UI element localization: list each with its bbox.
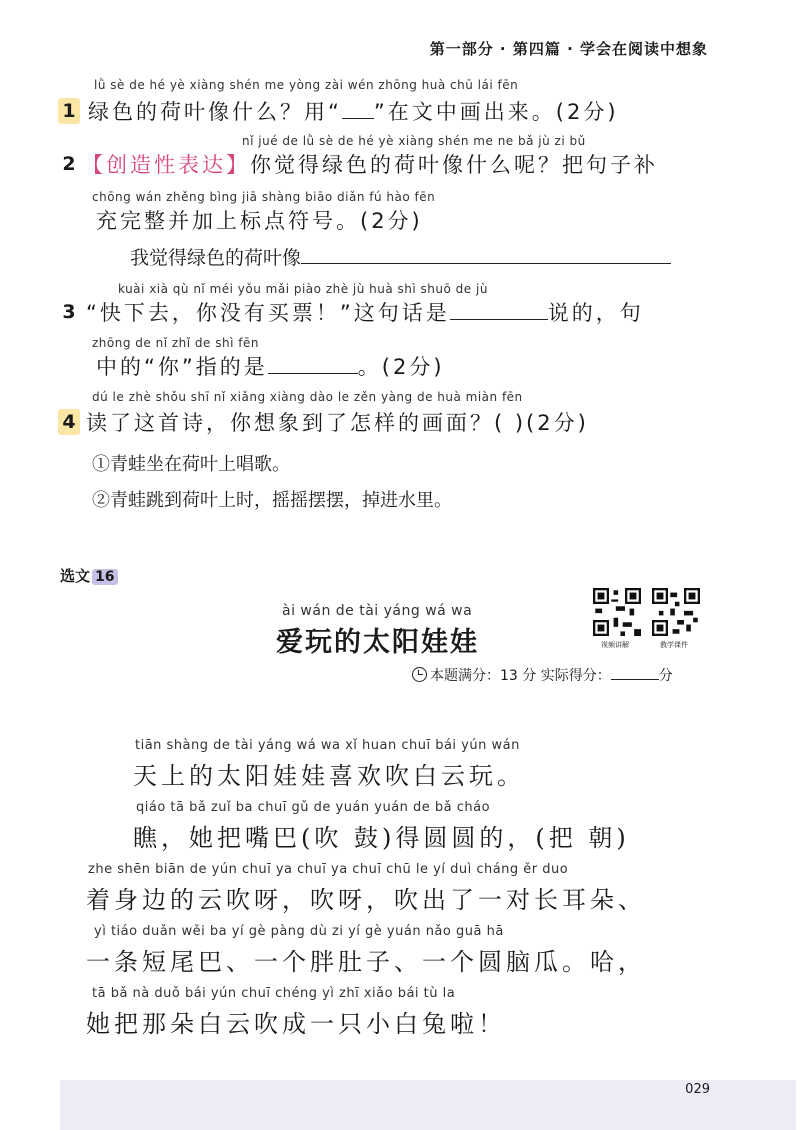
q3-text-part-c: 中的“你”指的是 — [96, 355, 268, 379]
q1-pinyin: lǜ sè de hé yè xiàng shén me yòng zài wén zhōng huà chū lái fēn — [94, 78, 519, 92]
clock-icon — [412, 667, 427, 682]
q3-number: 3 — [62, 301, 76, 323]
poem-line-4-pinyin: yì tiáo duǎn wěi ba yí gè pàng dù zi yí gè yuán nǎo guā hā — [94, 924, 504, 939]
score-unit: 分 — [658, 668, 673, 684]
q2-label: 【创造性表达】 — [82, 153, 250, 177]
poem-line-3: 着身边的云吹呀，吹呀，吹出了一对长耳朵、 — [86, 886, 646, 914]
poem-line-5-pinyin: tā bǎ nà duǒ bái yún chuī chéng yì zhī xiǎo bái tù la — [92, 986, 456, 1001]
poem-line-2-pinyin: qiáo tā bǎ zuǐ ba chuī gǔ de yuán yuán de bǎ cháo — [136, 800, 491, 815]
q4-pinyin: dú le zhè shǒu shī nǐ xiǎng xiàng dào le zěn yàng de huà miàn fēn — [92, 390, 523, 404]
q2-number: 2 — [62, 153, 76, 175]
title-pinyin: ài wán de tài yáng wá wa — [282, 603, 473, 619]
passage-title: 爱玩的太阳娃娃 — [276, 627, 479, 658]
q4-text: 读了这首诗，你想象到了怎样的画面？( )(2分) — [86, 411, 589, 435]
qr-code-video[interactable] — [593, 588, 641, 636]
poem-line-2: 瞧，她把嘴巴(吹 鼓)得圆圆的，(把 朝) — [133, 824, 630, 852]
q3-text-2 — [96, 351, 445, 381]
poem-line-1-pinyin: tiān shàng de tài yáng wá wa xǐ huan chuī bái yún wán — [135, 738, 520, 753]
q4-option-2[interactable]: ②青蛙跳到荷叶上时，摇摇摆摆，掉进水里。 — [92, 490, 452, 511]
qr-caption-video: 视频讲解 — [601, 641, 629, 649]
q3-text-part-d: 。(2分) — [357, 355, 445, 379]
poem-line-3-pinyin: zhe shēn biān de yún chuī ya chuī ya chuī chū le yí duì cháng ěr duo — [88, 862, 569, 877]
score-text: 本题满分：13 分 实际得分： — [430, 668, 611, 684]
poem-line-1: 天上的太阳娃娃喜欢吹白云玩。 — [133, 762, 525, 790]
q3-text-part-b: 说的，句 — [547, 301, 644, 325]
score-line — [412, 665, 673, 685]
q3-pinyin-2: zhōng de nǐ zhǐ de shì fēn — [92, 336, 259, 350]
poem-line-4: 一条短尾巴、一个胖肚子、一个圆脑瓜。哈， — [86, 948, 646, 976]
q1-underline-symbol — [342, 100, 374, 119]
page-number: 029 — [685, 1082, 710, 1097]
section-label-text: 选文 — [60, 567, 91, 585]
q1-text-part-b: ”在文中画出来。(2分) — [373, 100, 619, 124]
q3-text-part-a: “快下去，你没有买票！”这句话是 — [86, 301, 450, 325]
q4-number: 4 — [58, 409, 80, 435]
q2-sentence: 我觉得绿色的荷叶像 — [130, 247, 302, 269]
q2-text-1 — [82, 149, 658, 179]
qr-code-courseware[interactable] — [652, 588, 700, 636]
q1-text-part-a: 绿色的荷叶像什么？用“ — [88, 100, 342, 124]
poem-line-5: 她把那朵白云吹成一只小白兔啦！ — [86, 1010, 506, 1038]
section-number: 16 — [92, 569, 117, 585]
qr-caption-courseware: 教学课件 — [660, 641, 688, 649]
q4-option-1[interactable]: ①青蛙坐在荷叶上唱歌。 — [92, 454, 290, 475]
q3-answer-blank-1[interactable] — [450, 301, 548, 320]
q3-answer-blank-2[interactable] — [268, 355, 358, 374]
page-header: 第一部分 · 第四篇 · 学会在阅读中想象 — [429, 40, 708, 58]
q2-text-2: 充完整并加上标点符号。(2分) — [96, 209, 423, 233]
q1-number: 1 — [58, 98, 80, 124]
q3-text-1 — [86, 297, 644, 327]
q2-answer-blank[interactable] — [301, 245, 671, 264]
q3-pinyin-1: kuài xià qù nǐ méi yǒu mǎi piào zhè jù huà shì shuō de jù — [118, 282, 488, 296]
q2-question: 你觉得绿色的荷叶像什么呢？把句子补 — [250, 153, 658, 177]
q2-pinyin-1: nǐ jué de lǜ sè de hé yè xiàng shén me ne bǎ jù zi bǔ — [242, 134, 586, 148]
score-blank[interactable] — [611, 665, 659, 680]
q1-text — [88, 96, 619, 126]
section-label — [60, 565, 118, 586]
q2-pinyin-2: chōng wán zhěng bìng jiā shàng biāo diǎn fú hào fēn — [92, 190, 436, 204]
q2-answer-line — [130, 243, 671, 270]
